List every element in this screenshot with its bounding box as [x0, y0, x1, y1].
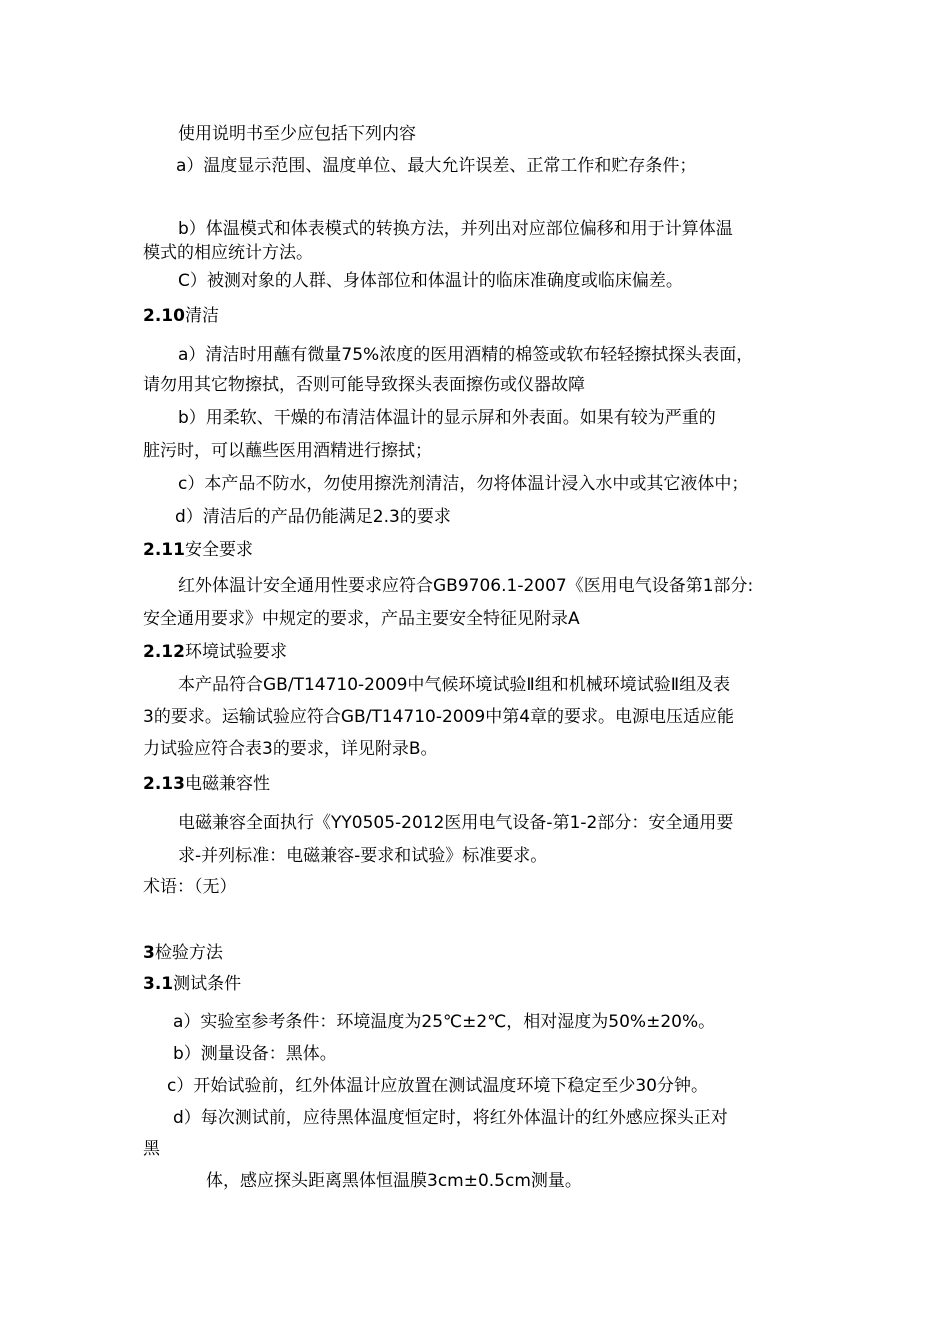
heading-number: 3.1: [143, 974, 174, 994]
clean-item-b-line2: 脏污时，可以蘸些医用酒精进行擦拭；: [143, 441, 432, 461]
heading-2-13: [143, 773, 270, 795]
heading-title: 清洁: [184, 306, 219, 326]
heading-title: 环境试验要求: [184, 642, 287, 662]
test-item-b: b）测量设备：黑体。: [173, 1044, 337, 1064]
env-para-line3: 力试验应符合表3的要求，详见附录B。: [143, 739, 438, 759]
test-item-c: c）开始试验前，红外体温计应放置在测试温度环境下稳定至少30分钟。: [167, 1076, 708, 1096]
intro-item-b-line1: b）体温模式和体表模式的转换方法，并列出对应部位偏移和用于计算体温: [178, 219, 733, 239]
test-item-d-line2: 黑: [143, 1139, 160, 1159]
heading-number: 2.12: [143, 642, 185, 662]
heading-2-11: [143, 539, 253, 561]
clean-item-a-line2: 请勿用其它物擦拭，否则可能导致探头表面擦伤或仪器故障: [143, 375, 585, 395]
emc-para-line2: 求-并列标准：电磁兼容-要求和试验》标准要求。: [178, 846, 548, 866]
heading-3: [143, 942, 223, 964]
clean-item-d: d）清洁后的产品仍能满足2.3的要求: [175, 507, 451, 527]
heading-title: 电磁兼容性: [184, 774, 270, 794]
heading-2-10: [143, 305, 219, 327]
heading-number: 2.10: [143, 306, 185, 326]
clean-item-b-line1: b）用柔软、干燥的布清洁体温计的显示屏和外表面。如果有较为严重的: [178, 408, 716, 428]
intro-item-b-line2: 模式的相应统计方法。: [143, 243, 313, 263]
clean-item-a-line1: a）清洁时用蘸有微量75%浓度的医用酒精的棉签或软布轻轻擦拭探头表面，: [178, 345, 754, 365]
env-para-line1: 本产品符合GB/T14710-2009中气候环境试验Ⅱ组和机械环境试验Ⅱ组及表: [178, 675, 731, 695]
safety-para-line2: 安全通用要求》中规定的要求，产品主要安全特征见附录A: [143, 609, 580, 629]
heading-title: 测试条件: [173, 974, 242, 994]
heading-number: 2.11: [143, 540, 185, 560]
intro-item-c: C）被测对象的人群、身体部位和体温计的临床准确度或临床偏差。: [178, 271, 683, 291]
heading-number: 2.13: [143, 774, 185, 794]
emc-para-line1: 电磁兼容全面执行《YY0505-2012医用电气设备-第1-2部分：安全通用要: [178, 813, 734, 833]
test-item-d-line1: d）每次测试前，应待黑体温度恒定时，将红外体温计的红外感应探头正对: [173, 1108, 728, 1128]
test-item-d-line3: 体，感应探头距离黑体恒温膜3cm±0.5cm测量。: [206, 1171, 582, 1191]
heading-3-1: [143, 973, 241, 995]
test-item-a: a）实验室参考条件：环境温度为25℃±2℃，相对湿度为50%±20%。: [173, 1012, 716, 1032]
heading-number: 3: [143, 943, 155, 963]
heading-title: 安全要求: [184, 540, 253, 560]
safety-para-line1: 红外体温计安全通用性要求应符合GB9706.1-2007《医用电气设备第1部分:: [178, 576, 754, 596]
clean-item-c: c）本产品不防水，勿使用擦洗剂清洁，勿将体温计浸入水中或其它液体中；: [178, 474, 749, 494]
intro-item-a: a）温度显示范围、温度单位、最大允许误差、正常工作和贮存条件；: [176, 156, 697, 176]
heading-title: 检验方法: [154, 943, 223, 963]
heading-2-12: [143, 641, 287, 663]
intro-line: 使用说明书至少应包括下列内容: [178, 124, 416, 144]
terms-line: 术语：（无）: [143, 877, 237, 897]
env-para-line2: 3的要求。运输试验应符合GB/T14710-2009中第4章的要求。电源电压适应能: [143, 707, 735, 727]
